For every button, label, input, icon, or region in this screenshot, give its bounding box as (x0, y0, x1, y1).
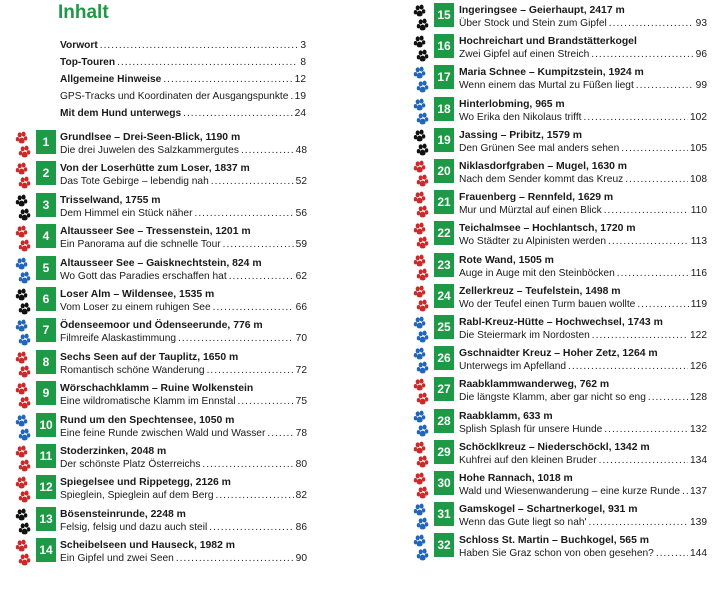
dot-leader (599, 454, 688, 468)
tour-title: Ingeringsee – Geierhaupt, 2417 m (459, 5, 625, 16)
tour-number-badge: 32 (434, 533, 454, 557)
tour-title: Spiegelsee und Rippetegg, 2126 m (60, 477, 231, 489)
paw-print-icon (412, 534, 430, 564)
tour-entry[interactable] (0, 161, 360, 193)
paw-print-icon (14, 257, 32, 287)
tour-number-badge: 23 (434, 253, 454, 277)
tour-title: Wörschachklamm – Ruine Wolkenstein (60, 383, 254, 395)
tour-page: 132 (690, 423, 707, 435)
tour-page: 80 (295, 459, 307, 470)
tour-entry[interactable] (360, 253, 720, 285)
tour-subtitle: Kuhfrei auf den kleinen Bruder (459, 454, 597, 466)
dot-leader (588, 516, 688, 530)
tour-entry[interactable] (360, 159, 720, 191)
tour-number-badge: 2 (36, 161, 56, 185)
tour-entry[interactable] (360, 128, 720, 160)
tour-title: Trisselwand, 1755 m (60, 194, 161, 206)
tour-entry[interactable] (360, 502, 720, 534)
paw-print-icon (412, 503, 430, 533)
tour-number-badge: 22 (434, 221, 454, 245)
tour-page: 93 (695, 18, 707, 29)
tour-entry[interactable] (360, 34, 720, 66)
paw-print-icon (14, 382, 32, 412)
tour-subtitle: Ein Panorama auf die schnelle Tour (60, 239, 221, 251)
tour-page: 48 (295, 145, 307, 156)
tour-title: Ödenseemoor und Ödenseerunde, 776 m (60, 320, 263, 332)
tour-subtitle: Vom Loser zu einem ruhigen See (60, 302, 211, 313)
tour-title: Hohe Rannach, 1018 m (459, 473, 573, 484)
tour-subtitle: Mur und Mürztal auf einen Blick (459, 205, 602, 217)
paw-print-icon (412, 347, 430, 377)
tour-page: 108 (690, 174, 707, 185)
tour-number-badge: 6 (36, 287, 56, 311)
dot-leader (290, 91, 292, 102)
tour-title: Niklasdorfgraben – Mugel, 1630 m (459, 161, 628, 172)
dot-leader (202, 458, 293, 472)
tour-page: 70 (295, 333, 307, 345)
dot-leader (183, 108, 293, 119)
dot-leader (608, 235, 689, 249)
tour-page: 126 (690, 361, 707, 373)
tour-number-badge: 26 (434, 346, 454, 370)
tour-subtitle: Ein Gipfel und zwei Seen (60, 553, 174, 565)
dot-leader (617, 267, 689, 281)
tour-number-badge: 19 (434, 128, 454, 152)
tour-subtitle: Haben Sie Graz schon von oben gesehen? (459, 548, 654, 560)
tour-subtitle: Die Steiermark im Nordosten (459, 330, 590, 341)
tour-number-badge: 8 (36, 350, 56, 374)
tour-entry[interactable] (0, 130, 360, 162)
tour-page: 110 (690, 205, 707, 217)
tour-entry[interactable] (0, 318, 360, 350)
tour-entry[interactable] (0, 287, 360, 319)
tour-entry[interactable] (0, 381, 360, 413)
paw-print-icon (14, 319, 32, 349)
tour-number-badge: 5 (36, 256, 56, 280)
tour-title: Grundlsee – Drei-Seen-Blick, 1190 m (60, 132, 241, 143)
tour-subtitle: Romantisch schöne Wanderung (60, 364, 205, 376)
tour-title: Gschnaidter Kreuz – Hoher Zetz, 1264 m (459, 348, 658, 360)
dot-leader (625, 173, 688, 187)
tour-subtitle: Wenn das Gute liegt so nah' (459, 517, 587, 529)
tour-subtitle: Filmreife Alaskastimmung (60, 333, 177, 345)
paw-print-icon (412, 472, 430, 502)
toc-entry-page: 24 (294, 108, 306, 119)
tour-subtitle: Auge in Auge mit den Steinböcken (459, 267, 615, 279)
tour-title: Gamskogel – Schartnerkogel, 931 m (459, 504, 638, 516)
tour-subtitle: Wo Städter zu Alpinisten werden (459, 236, 607, 248)
paw-print-icon (14, 445, 32, 475)
paw-print-icon (412, 191, 430, 221)
toc-entry[interactable] (60, 40, 306, 57)
tour-subtitle: Splish Splash für unsere Hunde (459, 423, 603, 435)
tour-subtitle: Nach dem Sender kommt das Kreuz (459, 174, 624, 185)
paw-print-icon (14, 414, 32, 444)
paw-print-icon (412, 160, 430, 190)
dot-leader (604, 204, 689, 218)
toc-entry[interactable] (60, 91, 306, 108)
tour-subtitle: Unterwegs im Apfelland (459, 361, 567, 373)
tour-number-badge: 7 (36, 318, 56, 342)
tour-title: Von der Loserhütte zum Loser, 1837 m (60, 163, 250, 175)
dot-leader (636, 79, 694, 93)
dot-leader (223, 238, 294, 252)
dot-leader (591, 48, 693, 62)
tour-entry[interactable] (360, 315, 720, 347)
tour-entry[interactable] (0, 507, 360, 539)
toc-entry-title: GPS-Tracks und Koordinaten der Ausgangspunkte (60, 91, 289, 102)
paw-print-icon (412, 4, 430, 34)
tour-subtitle: Wenn einem das Murtal zu Füßen liegt (459, 80, 634, 92)
tour-number-badge: 16 (434, 34, 454, 58)
tour-title: Scheibelseen und Hauseck, 1982 m (60, 540, 235, 552)
toc-entry-page: 8 (300, 57, 306, 68)
tour-page: 82 (295, 490, 307, 502)
toc-entry[interactable] (60, 57, 306, 74)
dot-leader (209, 521, 293, 535)
tour-page: 139 (690, 517, 707, 529)
tour-subtitle: Dem Himmel ein Stück näher (60, 207, 193, 219)
tour-number-badge: 17 (434, 65, 454, 89)
tour-page: 137 (690, 486, 707, 497)
tour-page: 86 (295, 521, 307, 533)
tour-entry[interactable] (0, 193, 360, 225)
tour-subtitle: Wald und Wiesenwanderung – eine kurze Runde (459, 486, 681, 497)
toc-entry-title: Top-Touren (60, 57, 116, 68)
tour-subtitle: Spieglein, Spieglein auf dem Berg (60, 490, 214, 502)
page-heading: Inhalt (58, 2, 109, 23)
paw-print-icon (412, 441, 430, 471)
tour-entry[interactable] (360, 190, 720, 222)
toc-entry-page: 12 (294, 74, 306, 85)
tour-page: 102 (690, 111, 707, 123)
tour-page: 119 (690, 298, 707, 310)
tour-title: Altausseer See – Gaisknechtstein, 824 m (60, 257, 262, 269)
dot-leader (117, 57, 298, 68)
tour-title: Schloss St. Martin – Buchkogel, 565 m (459, 535, 649, 547)
tour-title: Hochreichart und Brandstätterkogel (459, 36, 637, 48)
tour-number-badge: 11 (36, 444, 56, 468)
dot-leader (178, 332, 294, 346)
tour-entry[interactable] (360, 65, 720, 97)
tour-page: 96 (695, 49, 707, 61)
tour-entry[interactable] (360, 346, 720, 378)
tour-number-badge: 14 (36, 538, 56, 562)
tour-page: 122 (690, 330, 707, 341)
tour-title: Zellerkreuz – Teufelstein, 1498 m (459, 285, 621, 297)
tour-subtitle: Felsig, felsig und dazu auch steil (60, 521, 208, 533)
tour-entry[interactable] (0, 475, 360, 507)
tour-title: Rabl-Kreuz-Hütte – Hochwechsel, 1743 m (459, 317, 663, 328)
tour-title: Schöcklkreuz – Niederschöckl, 1342 m (459, 441, 650, 453)
tour-page: 99 (695, 80, 707, 92)
tour-title: Teichalmsee – Hochlantsch, 1720 m (459, 223, 636, 235)
tour-number-badge: 13 (36, 507, 56, 531)
front-matter-list (60, 40, 306, 125)
dot-leader (609, 17, 694, 31)
dot-leader (213, 301, 294, 315)
dot-leader (100, 40, 299, 51)
tour-title: Altausseer See – Tressenstein, 1201 m (60, 226, 251, 238)
paw-print-icon (14, 131, 32, 161)
tour-page: 78 (295, 427, 307, 439)
tour-subtitle: Die längste Klamm, aber gar nicht so eng (459, 392, 646, 404)
tour-number-badge: 9 (36, 381, 56, 405)
tour-number-badge: 25 (434, 315, 454, 339)
tour-number-badge: 1 (36, 130, 56, 154)
tour-title: Raabklamm, 633 m (459, 410, 553, 422)
dot-leader (241, 144, 294, 158)
paw-print-icon (14, 476, 32, 506)
paw-print-icon (412, 222, 430, 252)
dot-leader (176, 552, 294, 566)
tour-entry[interactable] (0, 413, 360, 445)
dot-leader (621, 142, 688, 156)
tour-entry[interactable] (0, 350, 360, 382)
tour-title: Jassing – Pribitz, 1579 m (459, 129, 583, 141)
tour-page: 72 (295, 364, 307, 376)
paw-print-icon (412, 66, 430, 96)
dot-leader (656, 547, 688, 561)
tour-number-badge: 24 (434, 284, 454, 308)
tour-number-badge: 21 (434, 190, 454, 214)
paw-print-icon (14, 288, 32, 318)
tour-page: 128 (690, 392, 707, 404)
tour-title: Sechs Seen auf der Tauplitz, 1650 m (60, 351, 239, 363)
tour-title: Rund um den Spechtensee, 1050 m (60, 414, 235, 426)
dot-leader (194, 207, 293, 221)
paw-print-icon (14, 539, 32, 569)
paw-print-icon (14, 225, 32, 255)
paw-print-icon (14, 351, 32, 381)
tour-entry[interactable] (360, 221, 720, 253)
tour-title: Bösensteinrunde, 2248 m (60, 508, 186, 520)
tour-number-badge: 31 (434, 502, 454, 526)
tour-page: 52 (295, 176, 307, 188)
dot-leader (648, 391, 688, 405)
tour-entry[interactable] (360, 471, 720, 503)
tour-number-badge: 15 (434, 3, 454, 27)
tour-page: 144 (690, 548, 707, 560)
toc-entry-title: Vorwort (60, 40, 98, 51)
paw-print-icon (412, 254, 430, 284)
tour-entry[interactable] (0, 538, 360, 570)
tour-entry[interactable] (0, 224, 360, 256)
tour-number-badge: 12 (36, 475, 56, 499)
tour-number-badge: 4 (36, 224, 56, 248)
tour-subtitle: Den Grünen See mal anders sehen (459, 142, 620, 154)
paw-print-icon (412, 35, 430, 65)
tour-entry[interactable] (0, 256, 360, 288)
tour-page: 116 (690, 267, 707, 279)
tour-entry[interactable] (360, 284, 720, 316)
dot-leader (592, 329, 688, 343)
tour-page: 113 (690, 236, 707, 248)
tour-title: Raabklammwanderweg, 762 m (459, 379, 610, 391)
tour-number-badge: 27 (434, 377, 454, 401)
tour-subtitle: Über Stock und Stein zum Gipfel (459, 18, 607, 29)
toc-entry-page: 19 (294, 91, 306, 102)
paw-print-icon (412, 285, 430, 315)
tour-title: Hinterlobming, 965 m (459, 98, 565, 110)
dot-leader (267, 427, 293, 441)
tour-subtitle: Die drei Juwelen des Salzkammergutes (60, 145, 239, 156)
tour-page: 56 (295, 207, 307, 219)
paw-print-icon (412, 129, 430, 159)
tour-title: Rote Wand, 1505 m (459, 254, 554, 266)
tour-entry[interactable] (360, 409, 720, 441)
toc-entry[interactable] (60, 74, 306, 91)
tour-entry[interactable] (360, 377, 720, 409)
dot-leader (238, 395, 294, 409)
tour-number-badge: 30 (434, 471, 454, 495)
tour-page: 66 (295, 302, 307, 313)
tour-number-badge: 3 (36, 193, 56, 217)
tour-page: 134 (690, 454, 707, 466)
tour-title: Stoderzinken, 2048 m (60, 446, 167, 457)
tour-subtitle: Wo der Teufel einen Turm bauen wollte (459, 298, 636, 310)
tour-number-badge: 28 (434, 409, 454, 433)
dot-leader (637, 298, 688, 312)
dot-leader (568, 360, 688, 374)
tour-entry[interactable] (360, 3, 720, 35)
dot-leader (229, 270, 294, 284)
tour-title: Loser Alm – Wildensee, 1535 m (60, 289, 215, 300)
paw-print-icon (412, 378, 430, 408)
tour-number-badge: 20 (434, 159, 454, 183)
toc-entry-page: 3 (300, 40, 306, 51)
tour-page: 62 (295, 270, 307, 282)
paw-print-icon (412, 316, 430, 346)
tour-subtitle: Wo Erika den Nikolaus trifft (459, 111, 582, 123)
tour-entry[interactable] (360, 97, 720, 129)
dot-leader (584, 111, 689, 125)
dot-leader (211, 175, 294, 189)
paw-print-icon (412, 410, 430, 440)
tour-subtitle: Wo Gott das Paradies erschaffen hat (60, 270, 227, 282)
tour-title: Maria Schnee – Kumpitzstein, 1924 m (459, 67, 644, 79)
dot-leader (682, 485, 688, 499)
tour-page: 75 (295, 396, 307, 408)
tour-entry[interactable] (0, 444, 360, 476)
tour-subtitle: Der schönste Platz Österreichs (60, 459, 201, 470)
tour-subtitle: Eine wildromatische Klamm im Ennstal (60, 396, 236, 408)
paw-print-icon (14, 508, 32, 538)
tour-page: 90 (295, 553, 307, 565)
tour-subtitle: Das Tote Gebirge – lebendig nah (60, 176, 209, 188)
dot-leader (215, 489, 293, 503)
tour-number-badge: 10 (36, 413, 56, 437)
toc-entry[interactable] (60, 108, 306, 125)
dot-leader (604, 423, 688, 437)
tour-title: Frauenberg – Rennfeld, 1629 m (459, 192, 614, 204)
tour-number-badge: 29 (434, 440, 454, 464)
paw-print-icon (14, 194, 32, 224)
tour-page: 59 (295, 239, 307, 251)
dot-leader (163, 74, 292, 85)
toc-entry-title: Mit dem Hund unterwegs (60, 108, 182, 119)
tour-subtitle: Zwei Gipfel auf einen Streich (459, 49, 590, 61)
tour-number-badge: 18 (434, 97, 454, 121)
tour-subtitle: Eine feine Runde zwischen Wald und Wasser (60, 427, 266, 439)
paw-print-icon (412, 98, 430, 128)
tour-entry[interactable] (360, 440, 720, 472)
tour-page: 105 (690, 142, 707, 154)
paw-print-icon (14, 162, 32, 192)
toc-entry-title: Allgemeine Hinweise (60, 74, 162, 85)
tour-entry[interactable] (360, 533, 720, 565)
dot-leader (207, 364, 294, 378)
